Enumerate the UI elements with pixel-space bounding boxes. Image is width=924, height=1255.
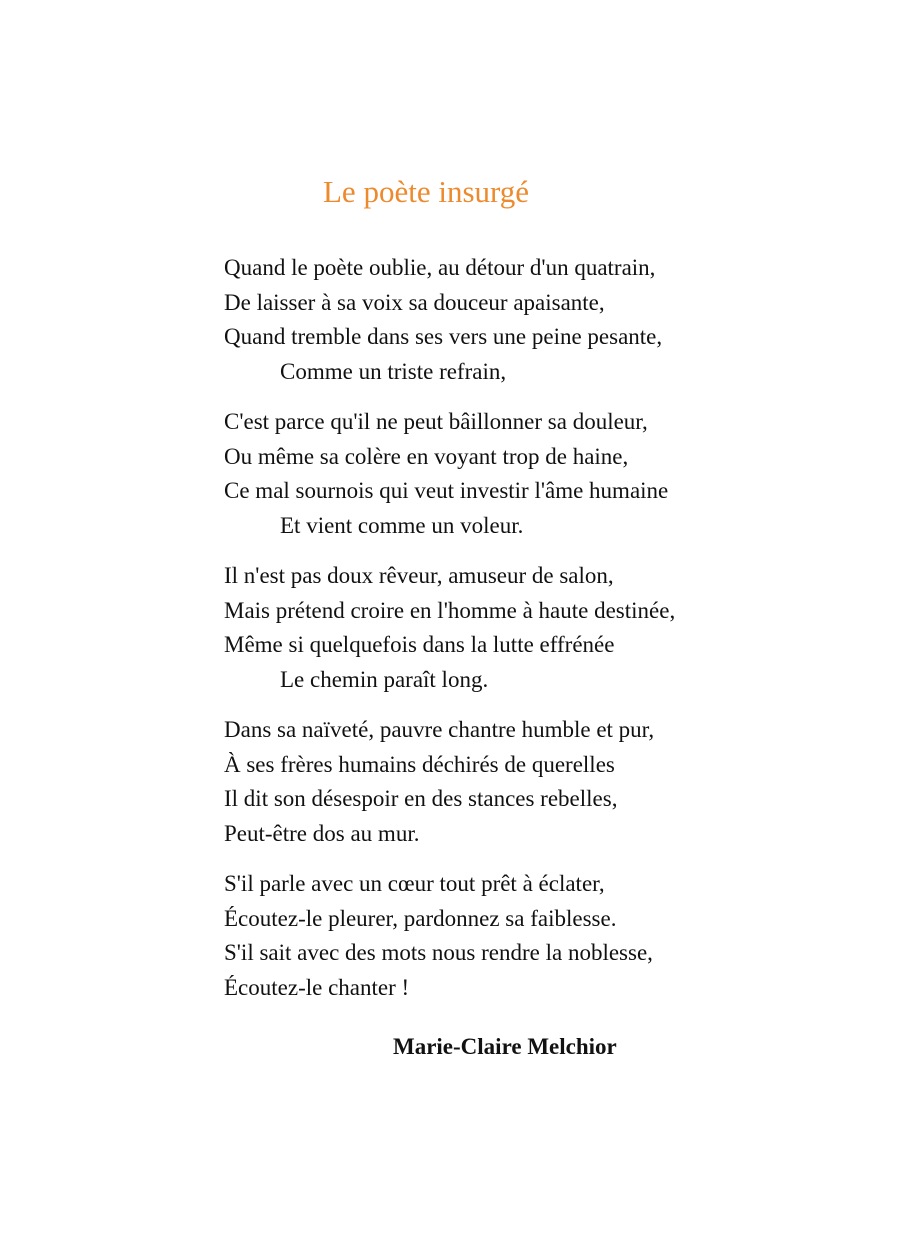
poem-line: Quand le poète oublie, au détour d'un quatrain, [224, 255, 656, 280]
poem-line: Dans sa naïveté, pauvre chantre humble et pur, [224, 717, 655, 742]
poem-line: Écoutez-le pleurer, pardonnez sa faiblesse. [224, 905, 617, 931]
poem-line: Comme un triste refrain, [280, 358, 507, 384]
poem-line: Le chemin paraît long. [280, 666, 489, 692]
author-signature: Marie-Claire Melchior [393, 1034, 617, 1059]
poem-line: Quand tremble dans ses vers une peine pesante, [224, 324, 663, 349]
poem-title: Le poète insurgé [323, 174, 530, 209]
stanza-3 [224, 559, 844, 697]
poem-line: C'est parce qu'il ne peut bâillonner sa douleur, [224, 409, 648, 434]
poem-line: De laisser à sa voix sa douceur apaisante, [224, 289, 605, 315]
poem-line: S'il parle avec un cœur tout prêt à éclater, [224, 871, 605, 896]
stanza-5 [224, 867, 844, 1005]
stanza-2 [224, 405, 844, 543]
poem-body [224, 251, 844, 1021]
poem-line: Il n'est pas doux rêveur, amuseur de salon, [224, 563, 614, 588]
poem-line: Écoutez-le chanter ! [224, 974, 410, 1000]
poem-line: À ses frères humains déchirés de querelles [224, 751, 615, 777]
poem-line: Mais prétend croire en l'homme à haute destinée, [224, 597, 676, 623]
stanza-1 [224, 251, 844, 389]
poem-line: Ce mal sournois qui veut investir l'âme humaine [224, 478, 669, 503]
poem-line: Ou même sa colère en voyant trop de haine, [224, 443, 629, 469]
poem-line: Il dit son désespoir en des stances rebelles, [224, 786, 618, 811]
poem-line: Même si quelquefois dans la lutte effrénée [224, 632, 615, 657]
poem-line: Peut-être dos au mur. [224, 820, 420, 846]
poem-line: S'il sait avec des mots nous rendre la noblesse, [224, 940, 653, 965]
stanza-4 [224, 713, 844, 851]
poem-line: Et vient comme un voleur. [280, 512, 524, 538]
